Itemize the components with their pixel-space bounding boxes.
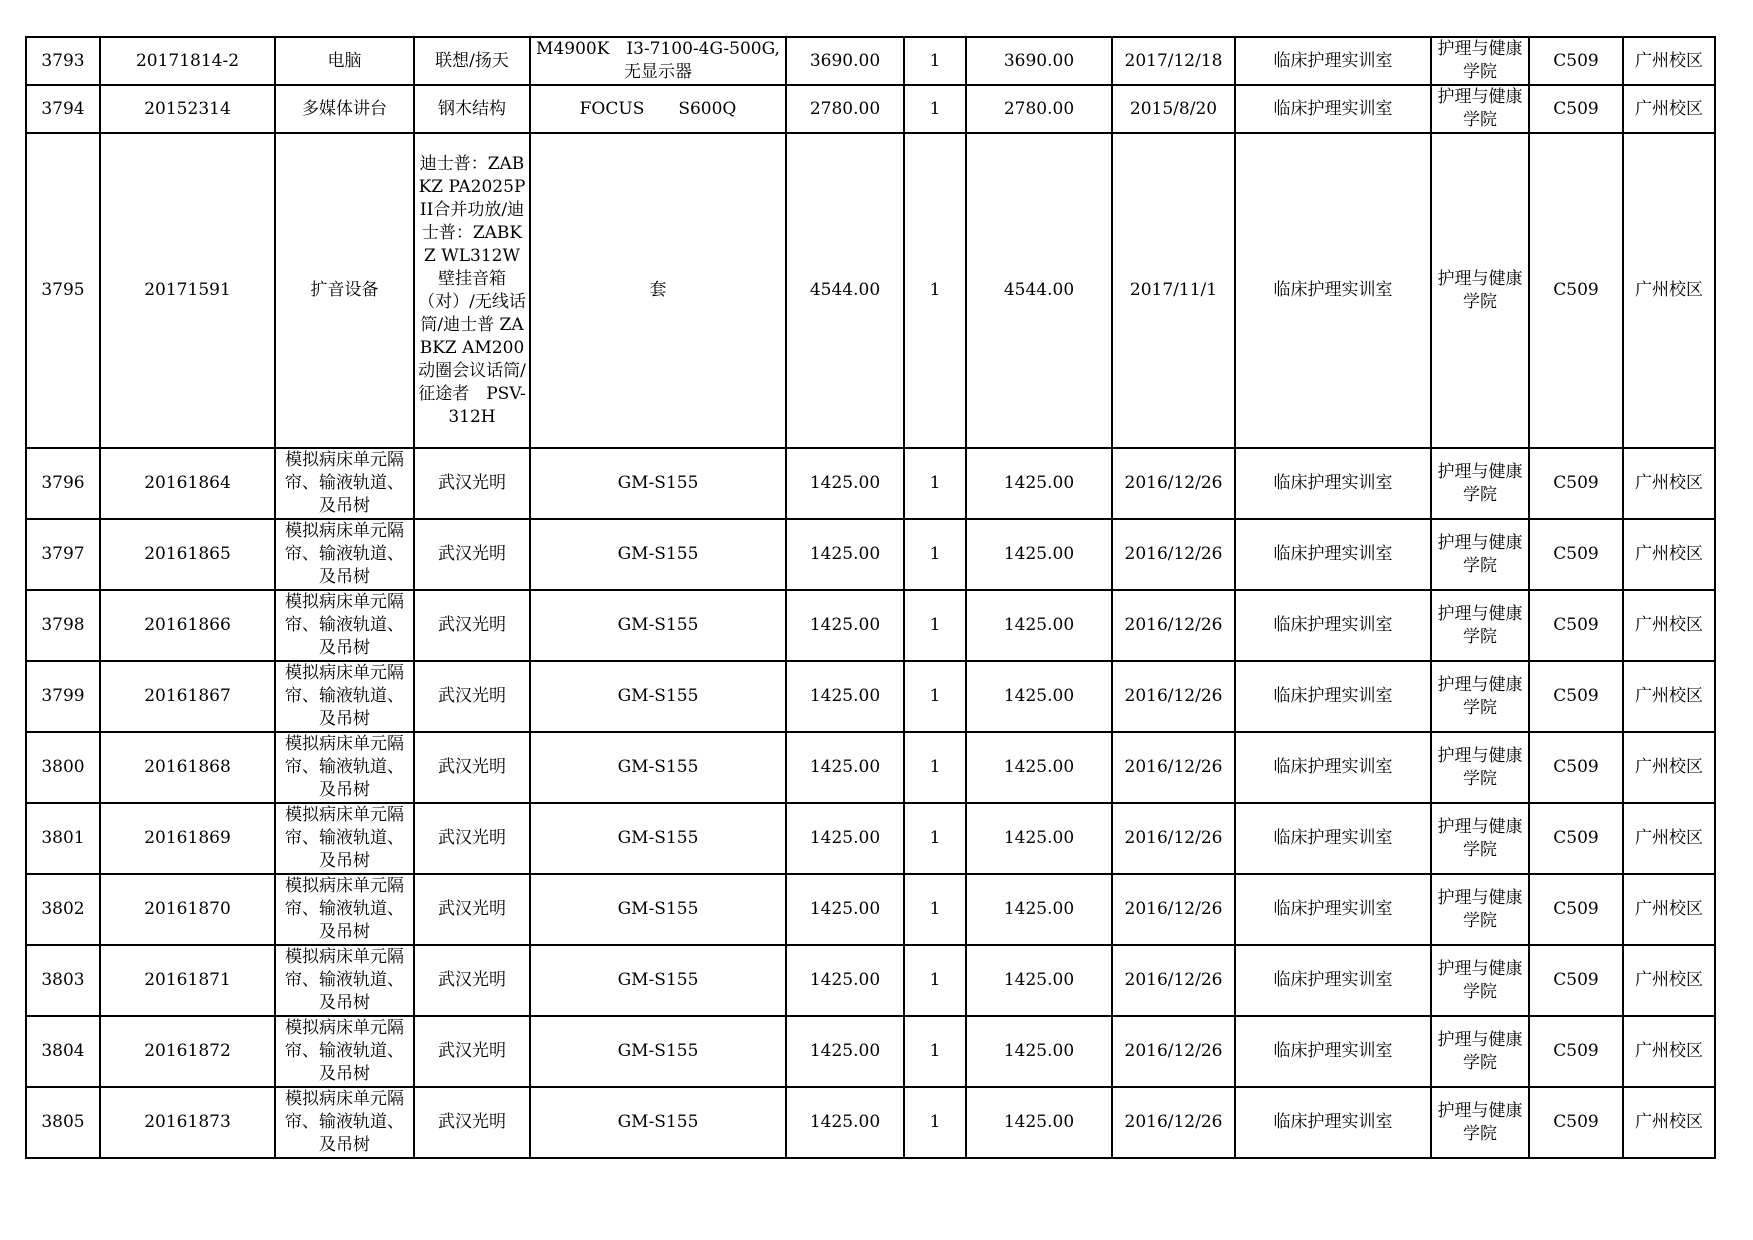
cell-department: 护理与健康学院	[1431, 874, 1529, 945]
cell-room-number: C509	[1529, 945, 1623, 1016]
table-row	[26, 519, 1715, 590]
cell-asset-code: 20161867	[100, 661, 275, 732]
cell-department: 护理与健康学院	[1431, 1016, 1529, 1087]
cell-purchase-date: 2016/12/26	[1112, 590, 1235, 661]
cell-purchase-date: 2015/8/20	[1112, 85, 1235, 133]
cell-storage-room: 临床护理实训室	[1235, 519, 1431, 590]
cell-amount: 3690.00	[966, 37, 1112, 85]
cell-quantity: 1	[904, 803, 966, 874]
cell-storage-room: 临床护理实训室	[1235, 945, 1431, 1016]
cell-purchase-date: 2016/12/26	[1112, 1016, 1235, 1087]
table-row	[26, 874, 1715, 945]
cell-brand: 武汉光明	[414, 661, 530, 732]
cell-unit-price: 1425.00	[786, 519, 904, 590]
cell-model-spec: GM-S155	[530, 732, 786, 803]
cell-asset-name: 模拟病床单元隔帘、输液轨道、及吊树	[275, 590, 414, 661]
cell-amount: 1425.00	[966, 874, 1112, 945]
cell-campus: 广州校区	[1623, 519, 1715, 590]
cell-asset-name: 多媒体讲台	[275, 85, 414, 133]
cell-model-spec: GM-S155	[530, 1016, 786, 1087]
cell-purchase-date: 2017/11/1	[1112, 133, 1235, 448]
cell-purchase-date: 2016/12/26	[1112, 448, 1235, 519]
cell-asset-code: 20161871	[100, 945, 275, 1016]
cell-storage-room: 临床护理实训室	[1235, 1087, 1431, 1158]
cell-asset-name: 模拟病床单元隔帘、输液轨道、及吊树	[275, 448, 414, 519]
cell-brand: 武汉光明	[414, 448, 530, 519]
cell-serial-number: 3805	[26, 1087, 100, 1158]
cell-purchase-date: 2016/12/26	[1112, 732, 1235, 803]
cell-serial-number: 3793	[26, 37, 100, 85]
cell-campus: 广州校区	[1623, 85, 1715, 133]
cell-unit-price: 1425.00	[786, 874, 904, 945]
cell-room-number: C509	[1529, 519, 1623, 590]
cell-amount: 4544.00	[966, 133, 1112, 448]
cell-asset-code: 20161864	[100, 448, 275, 519]
cell-brand: 武汉光明	[414, 945, 530, 1016]
cell-room-number: C509	[1529, 590, 1623, 661]
table-row	[26, 945, 1715, 1016]
cell-serial-number: 3796	[26, 448, 100, 519]
table-row	[26, 732, 1715, 803]
cell-room-number: C509	[1529, 1087, 1623, 1158]
cell-model-spec: 套	[530, 133, 786, 448]
cell-quantity: 1	[904, 945, 966, 1016]
cell-department: 护理与健康学院	[1431, 945, 1529, 1016]
cell-campus: 广州校区	[1623, 803, 1715, 874]
cell-model-spec: GM-S155	[530, 874, 786, 945]
cell-room-number: C509	[1529, 448, 1623, 519]
cell-purchase-date: 2017/12/18	[1112, 37, 1235, 85]
cell-campus: 广州校区	[1623, 133, 1715, 448]
cell-quantity: 1	[904, 661, 966, 732]
cell-asset-name: 模拟病床单元隔帘、输液轨道、及吊树	[275, 874, 414, 945]
cell-serial-number: 3795	[26, 133, 100, 448]
cell-room-number: C509	[1529, 37, 1623, 85]
cell-campus: 广州校区	[1623, 1016, 1715, 1087]
table-row	[26, 448, 1715, 519]
table-row	[26, 133, 1715, 448]
cell-model-spec: GM-S155	[530, 945, 786, 1016]
cell-unit-price: 3690.00	[786, 37, 904, 85]
cell-brand: 武汉光明	[414, 519, 530, 590]
cell-room-number: C509	[1529, 85, 1623, 133]
cell-purchase-date: 2016/12/26	[1112, 945, 1235, 1016]
cell-purchase-date: 2016/12/26	[1112, 519, 1235, 590]
cell-serial-number: 3801	[26, 803, 100, 874]
cell-brand: 武汉光明	[414, 1087, 530, 1158]
cell-quantity: 1	[904, 874, 966, 945]
cell-unit-price: 1425.00	[786, 1016, 904, 1087]
cell-serial-number: 3804	[26, 1016, 100, 1087]
cell-room-number: C509	[1529, 803, 1623, 874]
cell-asset-name: 模拟病床单元隔帘、输液轨道、及吊树	[275, 945, 414, 1016]
cell-model-spec: GM-S155	[530, 803, 786, 874]
cell-campus: 广州校区	[1623, 732, 1715, 803]
cell-department: 护理与健康学院	[1431, 37, 1529, 85]
cell-quantity: 1	[904, 133, 966, 448]
cell-purchase-date: 2016/12/26	[1112, 661, 1235, 732]
cell-department: 护理与健康学院	[1431, 590, 1529, 661]
cell-asset-code: 20161873	[100, 1087, 275, 1158]
cell-asset-code: 20161866	[100, 590, 275, 661]
cell-unit-price: 1425.00	[786, 448, 904, 519]
cell-unit-price: 4544.00	[786, 133, 904, 448]
cell-storage-room: 临床护理实训室	[1235, 732, 1431, 803]
cell-storage-room: 临床护理实训室	[1235, 448, 1431, 519]
cell-asset-code: 20171591	[100, 133, 275, 448]
cell-purchase-date: 2016/12/26	[1112, 1087, 1235, 1158]
cell-model-spec: GM-S155	[530, 519, 786, 590]
cell-department: 护理与健康学院	[1431, 519, 1529, 590]
cell-department: 护理与健康学院	[1431, 732, 1529, 803]
cell-model-spec: M4900K I3-7100-4G-500G,无显示器	[530, 37, 786, 85]
cell-asset-code: 20161869	[100, 803, 275, 874]
cell-brand: 武汉光明	[414, 803, 530, 874]
cell-model-spec: GM-S155	[530, 448, 786, 519]
cell-asset-name: 模拟病床单元隔帘、输液轨道、及吊树	[275, 803, 414, 874]
cell-storage-room: 临床护理实训室	[1235, 661, 1431, 732]
cell-asset-code: 20161870	[100, 874, 275, 945]
cell-asset-name: 模拟病床单元隔帘、输液轨道、及吊树	[275, 519, 414, 590]
cell-asset-name: 扩音设备	[275, 133, 414, 448]
cell-serial-number: 3802	[26, 874, 100, 945]
cell-asset-name: 模拟病床单元隔帘、输液轨道、及吊树	[275, 1087, 414, 1158]
cell-brand: 武汉光明	[414, 590, 530, 661]
cell-brand: 武汉光明	[414, 732, 530, 803]
cell-purchase-date: 2016/12/26	[1112, 874, 1235, 945]
cell-storage-room: 临床护理实训室	[1235, 133, 1431, 448]
cell-room-number: C509	[1529, 661, 1623, 732]
cell-amount: 1425.00	[966, 661, 1112, 732]
table-row	[26, 661, 1715, 732]
cell-quantity: 1	[904, 732, 966, 803]
cell-amount: 1425.00	[966, 1016, 1112, 1087]
cell-quantity: 1	[904, 590, 966, 661]
cell-asset-code: 20161872	[100, 1016, 275, 1087]
cell-campus: 广州校区	[1623, 37, 1715, 85]
cell-serial-number: 3799	[26, 661, 100, 732]
cell-asset-name: 模拟病床单元隔帘、输液轨道、及吊树	[275, 732, 414, 803]
cell-model-spec: GM-S155	[530, 1087, 786, 1158]
cell-brand: 武汉光明	[414, 1016, 530, 1087]
cell-department: 护理与健康学院	[1431, 661, 1529, 732]
cell-department: 护理与健康学院	[1431, 133, 1529, 448]
cell-campus: 广州校区	[1623, 874, 1715, 945]
cell-amount: 1425.00	[966, 519, 1112, 590]
cell-model-spec: GM-S155	[530, 590, 786, 661]
cell-unit-price: 1425.00	[786, 661, 904, 732]
cell-asset-name: 模拟病床单元隔帘、输液轨道、及吊树	[275, 1016, 414, 1087]
cell-asset-code: 20161868	[100, 732, 275, 803]
cell-storage-room: 临床护理实训室	[1235, 874, 1431, 945]
cell-amount: 1425.00	[966, 732, 1112, 803]
cell-storage-room: 临床护理实训室	[1235, 590, 1431, 661]
cell-quantity: 1	[904, 448, 966, 519]
cell-storage-room: 临床护理实训室	[1235, 37, 1431, 85]
cell-quantity: 1	[904, 1016, 966, 1087]
cell-quantity: 1	[904, 1087, 966, 1158]
asset-inventory-table	[25, 36, 1716, 1159]
cell-unit-price: 1425.00	[786, 590, 904, 661]
cell-unit-price: 1425.00	[786, 945, 904, 1016]
cell-asset-code: 20152314	[100, 85, 275, 133]
cell-amount: 2780.00	[966, 85, 1112, 133]
cell-quantity: 1	[904, 85, 966, 133]
cell-department: 护理与健康学院	[1431, 85, 1529, 133]
cell-serial-number: 3798	[26, 590, 100, 661]
cell-storage-room: 临床护理实训室	[1235, 803, 1431, 874]
cell-unit-price: 1425.00	[786, 1087, 904, 1158]
cell-serial-number: 3794	[26, 85, 100, 133]
cell-serial-number: 3803	[26, 945, 100, 1016]
cell-campus: 广州校区	[1623, 945, 1715, 1016]
cell-room-number: C509	[1529, 1016, 1623, 1087]
cell-campus: 广州校区	[1623, 590, 1715, 661]
cell-quantity: 1	[904, 37, 966, 85]
cell-asset-name: 电脑	[275, 37, 414, 85]
cell-amount: 1425.00	[966, 803, 1112, 874]
cell-unit-price: 1425.00	[786, 803, 904, 874]
cell-amount: 1425.00	[966, 590, 1112, 661]
cell-unit-price: 1425.00	[786, 732, 904, 803]
table-row	[26, 1016, 1715, 1087]
cell-brand: 武汉光明	[414, 874, 530, 945]
cell-room-number: C509	[1529, 133, 1623, 448]
table-row	[26, 803, 1715, 874]
table-row	[26, 1087, 1715, 1158]
cell-room-number: C509	[1529, 874, 1623, 945]
cell-model-spec: GM-S155	[530, 661, 786, 732]
cell-brand: 联想/扬天	[414, 37, 530, 85]
cell-campus: 广州校区	[1623, 1087, 1715, 1158]
cell-department: 护理与健康学院	[1431, 448, 1529, 519]
cell-purchase-date: 2016/12/26	[1112, 803, 1235, 874]
cell-amount: 1425.00	[966, 945, 1112, 1016]
cell-asset-code: 20161865	[100, 519, 275, 590]
cell-unit-price: 2780.00	[786, 85, 904, 133]
table-body	[26, 37, 1715, 1158]
cell-department: 护理与健康学院	[1431, 803, 1529, 874]
cell-storage-room: 临床护理实训室	[1235, 1016, 1431, 1087]
cell-asset-code: 20171814-2	[100, 37, 275, 85]
cell-amount: 1425.00	[966, 448, 1112, 519]
cell-campus: 广州校区	[1623, 448, 1715, 519]
cell-campus: 广州校区	[1623, 661, 1715, 732]
table-row	[26, 85, 1715, 133]
cell-storage-room: 临床护理实训室	[1235, 85, 1431, 133]
table-row	[26, 590, 1715, 661]
cell-quantity: 1	[904, 519, 966, 590]
cell-brand: 迪士普：ZABKZ PA2025PII合并功放/迪士普：ZABKZ WL312W壁挂音箱（对）/无线话筒/迪士普 ZABKZ AM200动圈会议话筒/征途者 PSV-312H	[414, 133, 530, 448]
cell-department: 护理与健康学院	[1431, 1087, 1529, 1158]
cell-room-number: C509	[1529, 732, 1623, 803]
table-row	[26, 37, 1715, 85]
cell-model-spec: FOCUS S600Q	[530, 85, 786, 133]
cell-asset-name: 模拟病床单元隔帘、输液轨道、及吊树	[275, 661, 414, 732]
cell-amount: 1425.00	[966, 1087, 1112, 1158]
cell-serial-number: 3800	[26, 732, 100, 803]
cell-brand: 钢木结构	[414, 85, 530, 133]
cell-serial-number: 3797	[26, 519, 100, 590]
